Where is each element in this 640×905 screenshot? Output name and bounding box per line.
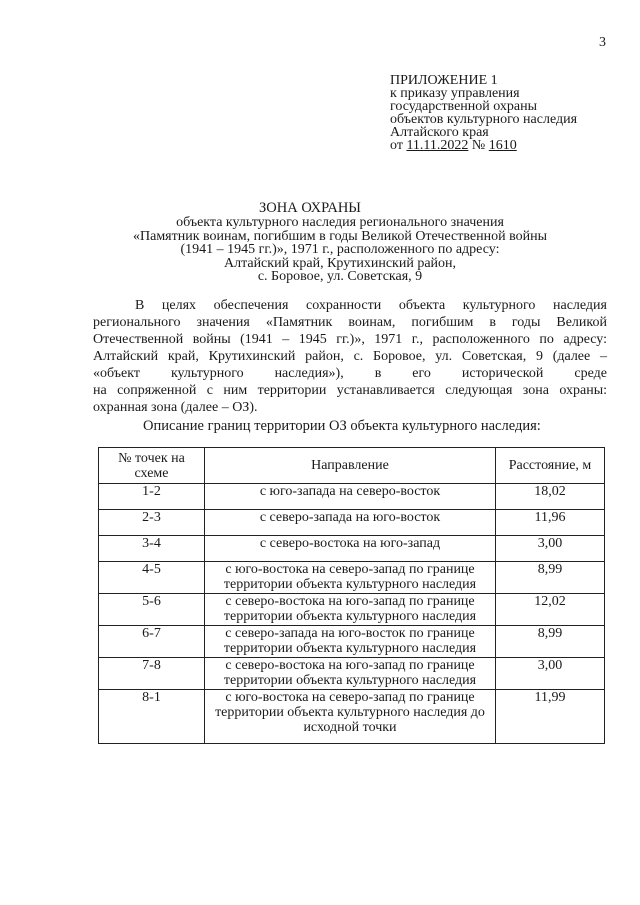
number-prefix: № (471, 138, 486, 153)
cell-distance: 18,02 (496, 484, 605, 510)
table-header-row (99, 448, 605, 484)
cell-points: 5-6 (99, 594, 205, 626)
cell-distance: 3,00 (496, 658, 605, 690)
table-row (99, 690, 605, 744)
cell-points: 8-1 (99, 690, 205, 744)
cell-direction: с юго-востока на северо-запад по границе территории объекта культурного наследия (205, 562, 496, 594)
cell-distance: 8,99 (496, 626, 605, 658)
cell-direction: с северо-востока на юго-запад по границе территории объекта культурного наследия (205, 658, 496, 690)
table-row (99, 626, 605, 658)
cell-points: 4-5 (99, 562, 205, 594)
table-row (99, 594, 605, 626)
cell-direction: с северо-запада на юго-восток по границе территории объекта культурного наследия (205, 626, 496, 658)
cell-distance: 3,00 (496, 536, 605, 562)
table-caption: Описание границ территории ОЗ объекта культурного наследия: (143, 418, 541, 434)
paragraph-line: охранная зона (далее – ОЗ). (93, 400, 258, 415)
header-distance: Расстояние, м (496, 448, 605, 484)
subtitle-line: «Памятник воинам, погибшим в годы Великой Отечественной войны (133, 228, 547, 244)
page-number: 3 (599, 35, 606, 50)
cell-distance: 8,99 (496, 562, 605, 594)
paragraph-word: «объект (93, 366, 140, 381)
table-row (99, 536, 605, 562)
appendix-title: ПРИЛОЖЕНИЕ 1 (390, 73, 498, 88)
paragraph-word: наследия»), (274, 366, 344, 381)
cell-points: 7-8 (99, 658, 205, 690)
cell-direction: с северо-востока на юго-запад (205, 536, 496, 562)
paragraph-line: Алтайский край, Крутихинский район, с. Боровое, ул. Советская, 9 (далее – (93, 349, 607, 364)
paragraph-line: Отечественной войны (1941 – 1945 гг.)», 1971 г., расположенного по адресу: (93, 332, 607, 347)
cell-points: 6-7 (99, 626, 205, 658)
paragraph-word: исторической (461, 366, 544, 381)
appendix-line: государственной охраны (390, 99, 538, 114)
body-paragraph (93, 297, 607, 416)
appendix-line: Алтайского края (390, 125, 489, 140)
subtitle-line: с. Боровое, ул. Советская, 9 (257, 269, 423, 284)
paragraph-line (93, 365, 607, 382)
subtitle-line: (1941 – 1945 гг.)», 1971 г., расположенного по адресу: (180, 242, 500, 257)
appendix-block (390, 74, 577, 152)
cell-direction: с северо-запада на юго-восток (205, 510, 496, 536)
appendix-order-line (390, 139, 577, 152)
cell-distance: 12,02 (496, 594, 605, 626)
appendix-line: объектов культурного наследия (390, 112, 578, 127)
cell-points: 1-2 (99, 484, 205, 510)
cell-points: 3-4 (99, 536, 205, 562)
cell-direction: с юго-запада на северо-восток (205, 484, 496, 510)
paragraph-line: регионального значения «Памятник воинам, погибшим в годы Великой (93, 315, 607, 330)
object-description (90, 216, 590, 284)
cell-direction: с юго-востока на северо-запад по границе территории объекта культурного наследия до исходной точки (205, 690, 496, 744)
paragraph-line: В целях обеспечения сохранности объекта культурного наследия (135, 298, 607, 313)
cell-direction: с северо-востока на юго-запад по границе территории объекта культурного наследия (205, 594, 496, 626)
paragraph-word: среде (574, 366, 607, 381)
table-row (99, 562, 605, 594)
subtitle-line: объекта культурного наследия регионального значения (176, 215, 504, 230)
paragraph-line: на сопряженной с ним территории устанавливается следующая зона охраны: (93, 383, 607, 398)
appendix-line: к приказу управления (390, 86, 520, 101)
cell-distance: 11,96 (496, 510, 605, 536)
table-row (99, 510, 605, 536)
table-row (99, 658, 605, 690)
order-number: 1610 (488, 138, 517, 153)
paragraph-word: в (374, 366, 382, 381)
header-points: № точек на схеме (99, 448, 205, 484)
date-prefix: от (390, 138, 403, 153)
cell-points: 2-3 (99, 510, 205, 536)
subtitle-line: Алтайский край, Крутихинский район, (223, 255, 457, 271)
boundary-table (98, 447, 605, 744)
paragraph-word: культурного (170, 366, 244, 381)
table-row (99, 484, 605, 510)
header-direction: Направление (205, 448, 496, 484)
zone-title: ЗОНА ОХРАНЫ (259, 200, 361, 216)
order-date: 11.11.2022 (406, 138, 469, 153)
cell-distance: 11,99 (496, 690, 605, 744)
paragraph-word: его (412, 366, 431, 381)
